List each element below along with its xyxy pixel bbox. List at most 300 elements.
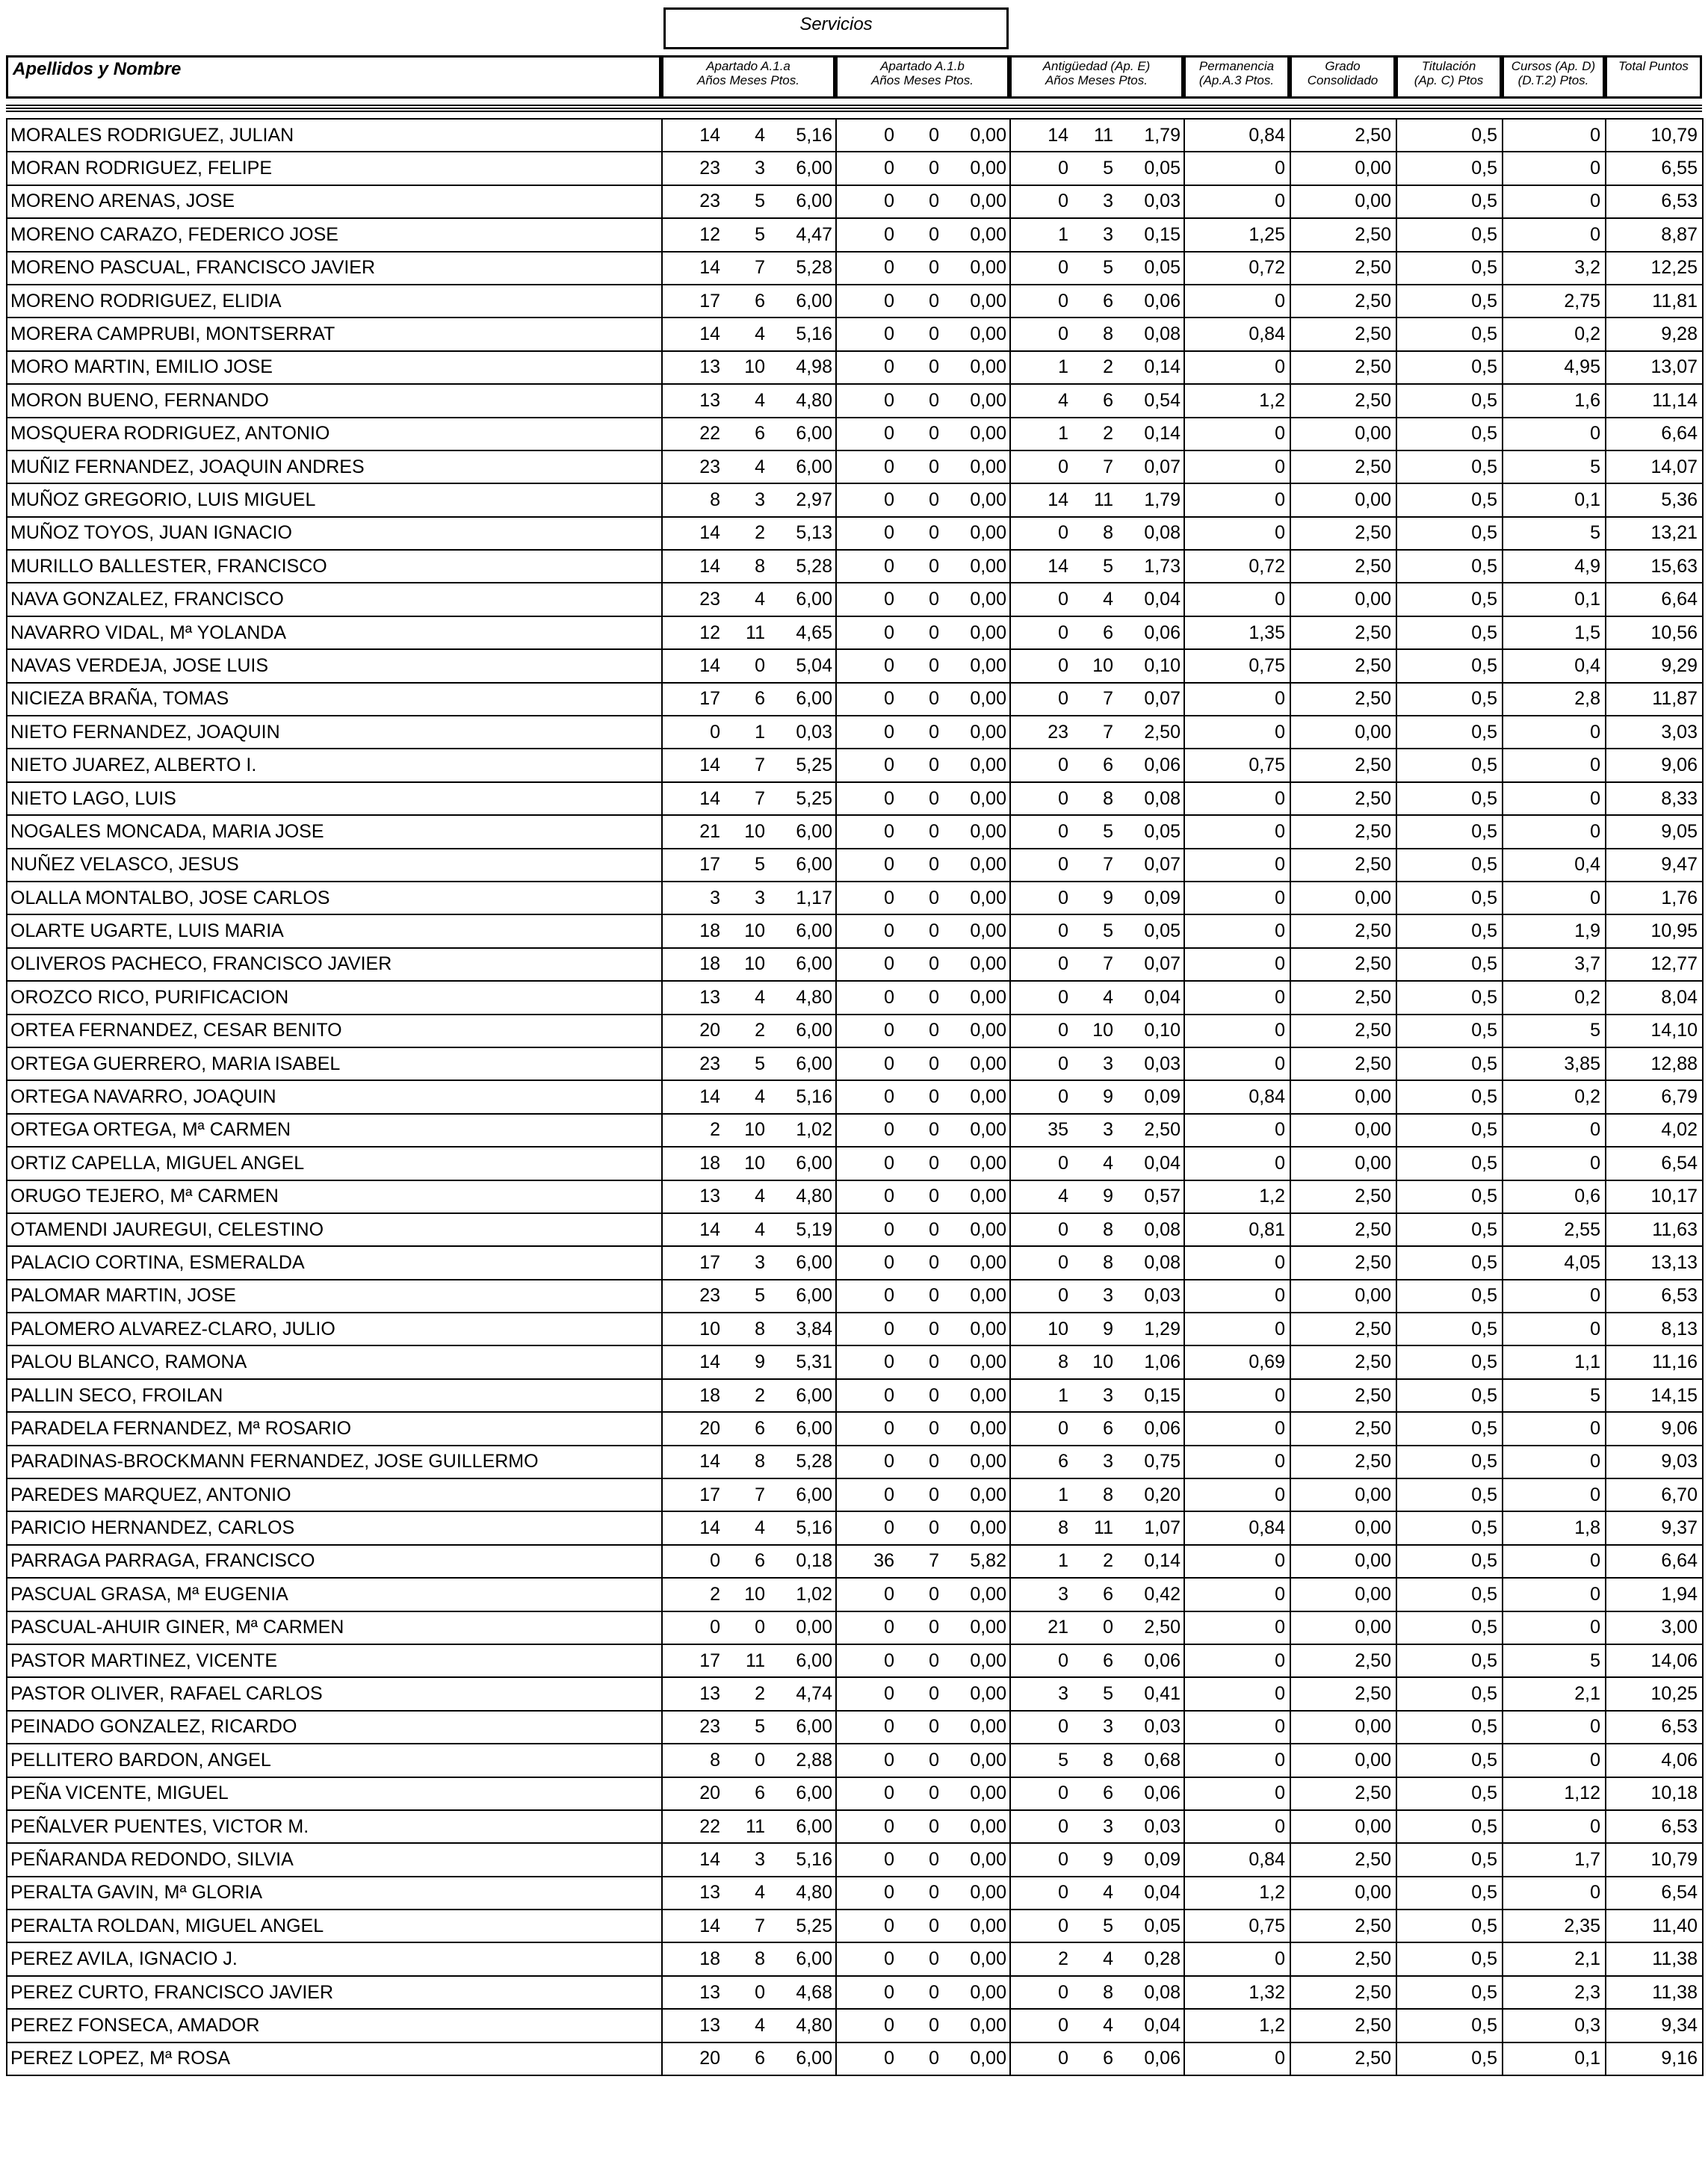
titulacion-cell: 0,5 xyxy=(1396,649,1503,682)
titulacion-cell: 0,5 xyxy=(1396,1313,1503,1345)
months-value: 0 xyxy=(929,986,939,1008)
points-value: 6,00 xyxy=(796,191,832,212)
months-value: 7 xyxy=(1103,854,1113,876)
years-value: 0 xyxy=(884,820,894,842)
name-cell: PASCUAL-AHUIR GINER, Mª CARMEN xyxy=(7,1611,662,1644)
points-value: 0,00 xyxy=(970,986,1006,1008)
group-a1a-cell xyxy=(662,1810,836,1843)
name-cell: NIETO FERNANDEZ, JOAQUIN xyxy=(7,716,662,749)
titulacion-cell: 0,5 xyxy=(1396,815,1503,848)
points-value: 0,05 xyxy=(1144,1915,1181,1936)
points-value: 0,05 xyxy=(1144,820,1181,842)
table-row xyxy=(7,1246,1703,1279)
titulacion-cell: 0,5 xyxy=(1396,583,1503,616)
years-value: 13 xyxy=(699,356,720,378)
years-value: 14 xyxy=(699,1915,720,1936)
permanencia-cell: 0 xyxy=(1184,152,1290,185)
months-value: 3 xyxy=(1103,1285,1113,1307)
months-value: 0 xyxy=(929,1981,939,2003)
titulacion-cell: 0,5 xyxy=(1396,914,1503,947)
months-value: 0 xyxy=(929,522,939,544)
group-a1b-cell xyxy=(836,1313,1010,1345)
years-value: 0 xyxy=(1058,158,1068,179)
cursos-cell: 0 xyxy=(1503,1578,1606,1611)
years-value: 0 xyxy=(884,854,894,876)
grado-cell: 2,50 xyxy=(1290,914,1396,947)
months-value: 4 xyxy=(755,389,765,411)
cursos-cell: 4,9 xyxy=(1503,550,1606,583)
name-cell: MURILLO BALLESTER, FRANCISCO xyxy=(7,550,662,583)
years-value: 0 xyxy=(884,1119,894,1141)
total-cell: 10,25 xyxy=(1606,1677,1703,1710)
titulacion-cell: 0,5 xyxy=(1396,1644,1503,1677)
group-antiguedad-cell xyxy=(1010,1711,1184,1744)
group-antiguedad-cell xyxy=(1010,1976,1184,2009)
months-value: 5 xyxy=(755,223,765,245)
months-value: 7 xyxy=(1103,456,1113,477)
grado-cell: 2,50 xyxy=(1290,1047,1396,1080)
cursos-cell: 2,35 xyxy=(1503,1910,1606,1942)
total-cell: 6,53 xyxy=(1606,185,1703,218)
months-value: 0 xyxy=(929,1152,939,1174)
group-a1b-cell xyxy=(836,517,1010,550)
years-value: 0 xyxy=(884,223,894,245)
group-a1a-cell xyxy=(662,450,836,483)
name-cell: PARRAGA PARRAGA, FRANCISCO xyxy=(7,1545,662,1578)
points-value: 0,06 xyxy=(1144,1417,1181,1439)
points-value: 0,00 xyxy=(970,356,1006,378)
permanencia-cell: 0 xyxy=(1184,483,1290,516)
total-cell: 9,29 xyxy=(1606,649,1703,682)
points-value: 0,00 xyxy=(970,1285,1006,1307)
titulacion-cell: 0,5 xyxy=(1396,483,1503,516)
group-a1a-cell xyxy=(662,1644,836,1677)
years-value: 0 xyxy=(884,688,894,710)
months-value: 4 xyxy=(755,323,765,345)
group-a1b-cell xyxy=(836,185,1010,218)
permanencia-cell: 1,2 xyxy=(1184,1180,1290,1213)
points-value: 6,00 xyxy=(796,1948,832,1970)
years-value: 20 xyxy=(699,1417,720,1439)
total-cell: 8,33 xyxy=(1606,782,1703,815)
cursos-cell: 5 xyxy=(1503,517,1606,550)
total-cell: 4,06 xyxy=(1606,1744,1703,1777)
group-antiguedad-cell xyxy=(1010,981,1184,1014)
permanencia-cell: 0 xyxy=(1184,450,1290,483)
points-value: 0,08 xyxy=(1144,1218,1181,1240)
group-antiguedad-cell xyxy=(1010,1180,1184,1213)
points-value: 1,79 xyxy=(1144,124,1181,146)
group-a1a-cell xyxy=(662,1910,836,1942)
table-row xyxy=(7,1478,1703,1511)
cursos-cell: 0 xyxy=(1503,1446,1606,1478)
table-row xyxy=(7,1114,1703,1147)
grado-cell: 2,50 xyxy=(1290,1843,1396,1876)
permanencia-cell: 0 xyxy=(1184,1545,1290,1578)
years-value: 0 xyxy=(884,555,894,577)
cursos-cell: 0,1 xyxy=(1503,2042,1606,2075)
grado-cell: 0,00 xyxy=(1290,418,1396,450)
months-value: 0 xyxy=(929,1815,939,1837)
titulacion-cell: 0,5 xyxy=(1396,1246,1503,1279)
points-value: 0,00 xyxy=(970,1716,1006,1738)
grado-cell: 2,50 xyxy=(1290,119,1396,152)
years-value: 0 xyxy=(1058,654,1068,676)
points-value: 0,00 xyxy=(970,1351,1006,1373)
grado-cell: 0,00 xyxy=(1290,583,1396,616)
points-value: 0,00 xyxy=(970,953,1006,975)
points-value: 0,00 xyxy=(970,1749,1006,1771)
points-value: 4,65 xyxy=(796,622,832,643)
name-cell: PAREDES MARQUEZ, ANTONIO xyxy=(7,1478,662,1511)
months-value: 5 xyxy=(1103,920,1113,942)
points-value: 0,00 xyxy=(970,1417,1006,1439)
total-cell: 9,37 xyxy=(1606,1511,1703,1544)
name-cell: ORTIZ CAPELLA, MIGUEL ANGEL xyxy=(7,1147,662,1180)
group-a1b-cell xyxy=(836,914,1010,947)
group-a1b-cell xyxy=(836,384,1010,417)
grado-cell: 2,50 xyxy=(1290,849,1396,882)
group-a1b-cell xyxy=(836,218,1010,251)
years-value: 0 xyxy=(884,1783,894,1804)
points-value: 0,03 xyxy=(1144,191,1181,212)
years-value: 17 xyxy=(699,290,720,312)
points-value: 0,03 xyxy=(1144,1716,1181,1738)
total-cell: 6,53 xyxy=(1606,1711,1703,1744)
group-antiguedad-cell xyxy=(1010,1843,1184,1876)
table-row xyxy=(7,1545,1703,1578)
points-value: 3,84 xyxy=(796,1318,832,1339)
group-a1a-cell xyxy=(662,1213,836,1246)
grado-cell: 2,50 xyxy=(1290,252,1396,285)
years-value: 0 xyxy=(884,1915,894,1936)
points-value: 0,09 xyxy=(1144,1849,1181,1870)
total-cell: 11,40 xyxy=(1606,1910,1703,1942)
months-value: 0 xyxy=(929,1285,939,1307)
group-a1a-cell xyxy=(662,1180,836,1213)
months-value: 8 xyxy=(1103,323,1113,345)
titulacion-cell: 0,5 xyxy=(1396,1545,1503,1578)
name-cell: MOSQUERA RODRIGUEZ, ANTONIO xyxy=(7,418,662,450)
months-value: 0 xyxy=(929,1020,939,1041)
years-value: 21 xyxy=(1048,1617,1068,1638)
months-value: 9 xyxy=(1103,1318,1113,1339)
header-grado-line2: Consolidado xyxy=(1307,73,1379,87)
points-value: 0,18 xyxy=(796,1550,832,1572)
titulacion-cell: 0,5 xyxy=(1396,1280,1503,1313)
points-value: 0,03 xyxy=(1144,1815,1181,1837)
points-value: 0,00 xyxy=(970,1186,1006,1207)
grado-cell: 0,00 xyxy=(1290,1080,1396,1113)
years-value: 0 xyxy=(1058,1716,1068,1738)
grado-cell: 2,50 xyxy=(1290,351,1396,384)
years-value: 5 xyxy=(1058,1749,1068,1771)
points-value: 5,25 xyxy=(796,787,832,809)
points-value: 0,00 xyxy=(970,1384,1006,1406)
permanencia-cell: 0 xyxy=(1184,1777,1290,1810)
years-value: 0 xyxy=(884,1020,894,1041)
group-antiguedad-cell xyxy=(1010,1910,1184,1942)
group-a1b-cell xyxy=(836,1047,1010,1080)
grado-cell: 2,50 xyxy=(1290,1412,1396,1445)
points-value: 0,07 xyxy=(1144,854,1181,876)
cursos-cell: 0,2 xyxy=(1503,981,1606,1014)
titulacion-cell: 0,5 xyxy=(1396,749,1503,781)
titulacion-cell: 0,5 xyxy=(1396,1147,1503,1180)
months-value: 11 xyxy=(1094,489,1113,510)
cursos-cell: 1,7 xyxy=(1503,1843,1606,1876)
years-value: 0 xyxy=(884,257,894,279)
years-value: 0 xyxy=(884,1251,894,1273)
group-antiguedad-cell xyxy=(1010,1114,1184,1147)
group-a1b-cell xyxy=(836,716,1010,749)
titulacion-cell: 0,5 xyxy=(1396,1677,1503,1710)
months-value: 5 xyxy=(755,191,765,212)
years-value: 3 xyxy=(1058,1583,1068,1605)
years-value: 14 xyxy=(1048,489,1068,510)
grado-cell: 2,50 xyxy=(1290,782,1396,815)
months-value: 0 xyxy=(929,1451,939,1472)
permanencia-cell: 0 xyxy=(1184,1677,1290,1710)
cursos-cell: 0,4 xyxy=(1503,849,1606,882)
points-value: 6,00 xyxy=(796,2048,832,2069)
cursos-cell: 3,85 xyxy=(1503,1047,1606,1080)
years-value: 3 xyxy=(710,887,720,908)
points-value: 5,28 xyxy=(796,555,832,577)
years-value: 6 xyxy=(1058,1451,1068,1472)
cursos-cell: 0 xyxy=(1503,152,1606,185)
months-value: 8 xyxy=(1103,1251,1113,1273)
table-row xyxy=(7,1511,1703,1544)
years-value: 20 xyxy=(699,1020,720,1041)
table-row xyxy=(7,1313,1703,1345)
points-value: 0,14 xyxy=(1144,356,1181,378)
points-value: 0,04 xyxy=(1144,589,1181,610)
table-row xyxy=(7,1810,1703,1843)
months-value: 4 xyxy=(755,124,765,146)
total-cell: 10,56 xyxy=(1606,616,1703,649)
group-a1b-cell xyxy=(836,1711,1010,1744)
titulacion-cell: 0,5 xyxy=(1396,849,1503,882)
years-value: 13 xyxy=(699,1882,720,1904)
titulacion-cell: 0,5 xyxy=(1396,1744,1503,1777)
months-value: 5 xyxy=(755,1285,765,1307)
months-value: 5 xyxy=(1103,1683,1113,1705)
group-a1a-cell xyxy=(662,1677,836,1710)
titulacion-cell: 0,5 xyxy=(1396,1015,1503,1047)
months-value: 0 xyxy=(929,1915,939,1936)
points-value: 6,00 xyxy=(796,423,832,445)
grado-cell: 0,00 xyxy=(1290,1810,1396,1843)
years-value: 23 xyxy=(699,1053,720,1074)
cursos-cell: 0 xyxy=(1503,1810,1606,1843)
years-value: 0 xyxy=(1058,191,1068,212)
months-value: 6 xyxy=(1103,1583,1113,1605)
points-value: 0,15 xyxy=(1144,223,1181,245)
years-value: 0 xyxy=(1058,1915,1068,1936)
years-value: 0 xyxy=(1058,1285,1068,1307)
points-value: 0,00 xyxy=(970,1683,1006,1705)
months-value: 0 xyxy=(929,755,939,776)
months-value: 0 xyxy=(929,1186,939,1207)
years-value: 13 xyxy=(699,986,720,1008)
cursos-cell: 3,2 xyxy=(1503,252,1606,285)
total-cell: 1,94 xyxy=(1606,1578,1703,1611)
years-value: 0 xyxy=(1058,820,1068,842)
group-a1b-cell xyxy=(836,1379,1010,1412)
name-cell: ORTEA FERNANDEZ, CESAR BENITO xyxy=(7,1015,662,1047)
titulacion-cell: 0,5 xyxy=(1396,185,1503,218)
points-value: 0,00 xyxy=(970,2048,1006,2069)
titulacion-cell: 0,5 xyxy=(1396,1446,1503,1478)
group-a1b-cell xyxy=(836,318,1010,350)
total-cell: 14,15 xyxy=(1606,1379,1703,1412)
points-value: 4,80 xyxy=(796,986,832,1008)
cursos-cell: 0,2 xyxy=(1503,318,1606,350)
group-a1a-cell xyxy=(662,815,836,848)
years-value: 22 xyxy=(699,423,720,445)
titulacion-cell: 0,5 xyxy=(1396,1843,1503,1876)
months-value: 10 xyxy=(1092,1351,1113,1373)
total-cell: 6,64 xyxy=(1606,583,1703,616)
months-value: 0 xyxy=(929,1517,939,1539)
table-row xyxy=(7,1379,1703,1412)
months-value: 0 xyxy=(929,953,939,975)
group-a1a-cell xyxy=(662,1478,836,1511)
name-cell: NOGALES MONCADA, MARIA JOSE xyxy=(7,815,662,848)
table-row xyxy=(7,1744,1703,1777)
months-value: 3 xyxy=(755,887,765,908)
months-value: 7 xyxy=(929,1550,939,1572)
cursos-cell: 0 xyxy=(1503,418,1606,450)
titulacion-cell: 0,5 xyxy=(1396,1114,1503,1147)
years-value: 0 xyxy=(884,1948,894,1970)
points-value: 0,06 xyxy=(1144,1650,1181,1671)
titulacion-cell: 0,5 xyxy=(1396,1478,1503,1511)
group-a1a-cell xyxy=(662,218,836,251)
months-value: 4 xyxy=(1103,1152,1113,1174)
points-value: 0,04 xyxy=(1144,1152,1181,1174)
years-value: 0 xyxy=(1058,1882,1068,1904)
years-value: 0 xyxy=(884,356,894,378)
name-cell: MORON BUENO, FERNANDO xyxy=(7,384,662,417)
total-cell: 9,06 xyxy=(1606,749,1703,781)
months-value: 0 xyxy=(929,1318,939,1339)
years-value: 0 xyxy=(884,124,894,146)
months-value: 2 xyxy=(1103,1550,1113,1572)
total-cell: 11,38 xyxy=(1606,1976,1703,2009)
group-antiguedad-cell xyxy=(1010,1379,1184,1412)
points-value: 0,00 xyxy=(970,755,1006,776)
table-row xyxy=(7,252,1703,285)
points-value: 0,06 xyxy=(1144,2048,1181,2069)
months-value: 2 xyxy=(1103,356,1113,378)
points-value: 0,08 xyxy=(1144,1981,1181,2003)
months-value: 0 xyxy=(929,489,939,510)
months-value: 0 xyxy=(929,820,939,842)
years-value: 0 xyxy=(884,1749,894,1771)
total-cell: 14,07 xyxy=(1606,450,1703,483)
points-value: 0,00 xyxy=(970,1218,1006,1240)
group-antiguedad-cell xyxy=(1010,1677,1184,1710)
group-antiguedad-cell xyxy=(1010,1478,1184,1511)
permanencia-cell: 1,2 xyxy=(1184,2009,1290,2042)
header-apartado-a1a xyxy=(661,55,835,99)
total-cell: 6,54 xyxy=(1606,1147,1703,1180)
group-a1b-cell xyxy=(836,1114,1010,1147)
points-value: 1,02 xyxy=(796,1583,832,1605)
points-value: 0,09 xyxy=(1144,887,1181,908)
months-value: 0 xyxy=(929,721,939,743)
permanencia-cell: 0,84 xyxy=(1184,119,1290,152)
months-value: 0 xyxy=(929,158,939,179)
permanencia-cell: 0 xyxy=(1184,849,1290,882)
years-value: 14 xyxy=(699,257,720,279)
years-value: 0 xyxy=(1058,622,1068,643)
months-value: 0 xyxy=(929,389,939,411)
years-value: 23 xyxy=(699,191,720,212)
months-value: 6 xyxy=(755,290,765,312)
points-value: 0,68 xyxy=(1144,1749,1181,1771)
table-row xyxy=(7,384,1703,417)
group-a1b-cell xyxy=(836,2009,1010,2042)
grado-cell: 2,50 xyxy=(1290,550,1396,583)
months-value: 2 xyxy=(755,522,765,544)
cursos-cell: 2,75 xyxy=(1503,285,1606,318)
years-value: 0 xyxy=(884,1484,894,1505)
permanencia-cell: 0 xyxy=(1184,583,1290,616)
permanencia-cell: 0,75 xyxy=(1184,649,1290,682)
table-row xyxy=(7,152,1703,185)
years-value: 0 xyxy=(1058,257,1068,279)
points-value: 0,00 xyxy=(970,654,1006,676)
years-value: 0 xyxy=(884,953,894,975)
permanencia-cell: 0,84 xyxy=(1184,1080,1290,1113)
titulacion-cell: 0,5 xyxy=(1396,1578,1503,1611)
months-value: 4 xyxy=(755,456,765,477)
months-value: 4 xyxy=(1103,2014,1113,2036)
grado-cell: 0,00 xyxy=(1290,716,1396,749)
points-value: 0,14 xyxy=(1144,1550,1181,1572)
group-a1a-cell xyxy=(662,1777,836,1810)
permanencia-cell: 0 xyxy=(1184,1446,1290,1478)
years-value: 0 xyxy=(1058,1783,1068,1804)
years-value: 35 xyxy=(1048,1119,1068,1141)
group-a1a-cell xyxy=(662,252,836,285)
group-a1b-cell xyxy=(836,119,1010,152)
grado-cell: 2,50 xyxy=(1290,450,1396,483)
years-value: 0 xyxy=(1058,589,1068,610)
group-a1b-cell xyxy=(836,1611,1010,1644)
cursos-cell: 0 xyxy=(1503,882,1606,914)
years-value: 0 xyxy=(1058,1849,1068,1870)
permanencia-cell: 0 xyxy=(1184,1379,1290,1412)
group-a1a-cell xyxy=(662,1711,836,1744)
header-titulacion-line2: (Ap. C) Ptos xyxy=(1414,73,1484,87)
group-a1a-cell xyxy=(662,1545,836,1578)
table-row xyxy=(7,1080,1703,1113)
months-value: 0 xyxy=(929,1617,939,1638)
months-value: 3 xyxy=(1103,223,1113,245)
group-a1a-cell xyxy=(662,119,836,152)
grado-cell: 0,00 xyxy=(1290,152,1396,185)
months-value: 10 xyxy=(744,820,765,842)
total-cell: 10,95 xyxy=(1606,914,1703,947)
group-antiguedad-cell xyxy=(1010,948,1184,981)
years-value: 0 xyxy=(884,191,894,212)
grado-cell: 0,00 xyxy=(1290,1147,1396,1180)
permanencia-cell: 0,75 xyxy=(1184,1910,1290,1942)
